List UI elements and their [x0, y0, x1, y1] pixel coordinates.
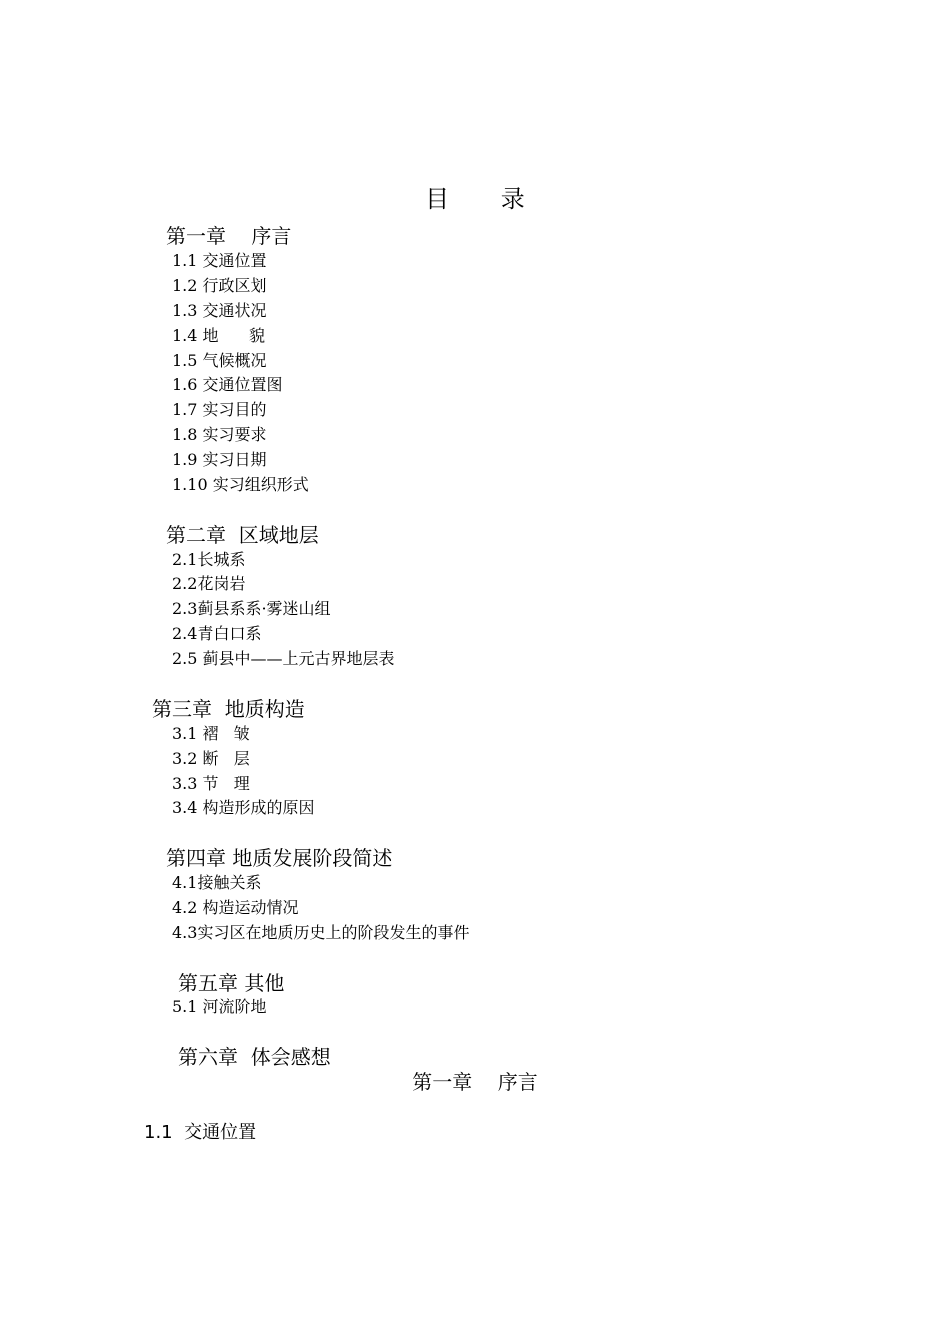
toc-section-1-6[interactable]: 1.6 交通位置图: [172, 375, 283, 394]
toc-section-2-2[interactable]: 2.2花岗岩: [172, 574, 246, 593]
body-chapter-title: 第一章 序言: [412, 1070, 538, 1094]
toc-section-1-1[interactable]: 1.1 交通位置: [172, 251, 267, 270]
toc-chapter-1[interactable]: 第一章 序言: [166, 224, 292, 248]
toc-section-2-3[interactable]: 2.3蓟县系系·雾迷山组: [172, 599, 331, 618]
toc-section-2-5[interactable]: 2.5 蓟县中——上元古界地层表: [172, 649, 395, 668]
toc-section-1-5[interactable]: 1.5 气候概况: [172, 351, 267, 370]
toc-section-3-1[interactable]: 3.1 褶 皱: [172, 724, 250, 743]
toc-section-2-4[interactable]: 2.4青白口系: [172, 624, 262, 643]
toc-section-3-4[interactable]: 3.4 构造形成的原因: [172, 798, 315, 817]
toc-section-4-2[interactable]: 4.2 构造运动情况: [172, 898, 299, 917]
body-section-heading: 1.1 交通位置: [144, 1122, 257, 1143]
toc-section-1-10[interactable]: 1.10 实习组织形式: [172, 475, 309, 494]
toc-chapter-5[interactable]: 第五章 其他: [178, 971, 285, 995]
toc-section-1-8[interactable]: 1.8 实习要求: [172, 425, 267, 444]
toc-chapter-4[interactable]: 第四章 地质发展阶段简述: [166, 846, 393, 870]
toc-section-4-3[interactable]: 4.3实习区在地质历史上的阶段发生的事件: [172, 923, 470, 942]
toc-section-2-1[interactable]: 2.1长城系: [172, 550, 246, 569]
toc-section-1-4[interactable]: 1.4 地 貌: [172, 326, 266, 345]
toc-section-1-7[interactable]: 1.7 实习目的: [172, 400, 267, 419]
toc-title: 目 录: [425, 185, 547, 213]
toc-section-3-2[interactable]: 3.2 断 层: [172, 749, 250, 768]
toc-section-1-9[interactable]: 1.9 实习日期: [172, 450, 267, 469]
toc-chapter-3[interactable]: 第三章 地质构造: [152, 697, 305, 721]
toc-section-1-3[interactable]: 1.3 交通状况: [172, 301, 267, 320]
toc-section-1-2[interactable]: 1.2 行政区划: [172, 276, 267, 295]
toc-chapter-6[interactable]: 第六章 体会感想: [178, 1045, 331, 1069]
toc-section-4-1[interactable]: 4.1接触关系: [172, 873, 262, 892]
toc-section-3-3[interactable]: 3.3 节 理: [172, 774, 250, 793]
toc-section-5-1[interactable]: 5.1 河流阶地: [172, 997, 267, 1016]
toc-chapter-2[interactable]: 第二章 区域地层: [166, 523, 319, 547]
